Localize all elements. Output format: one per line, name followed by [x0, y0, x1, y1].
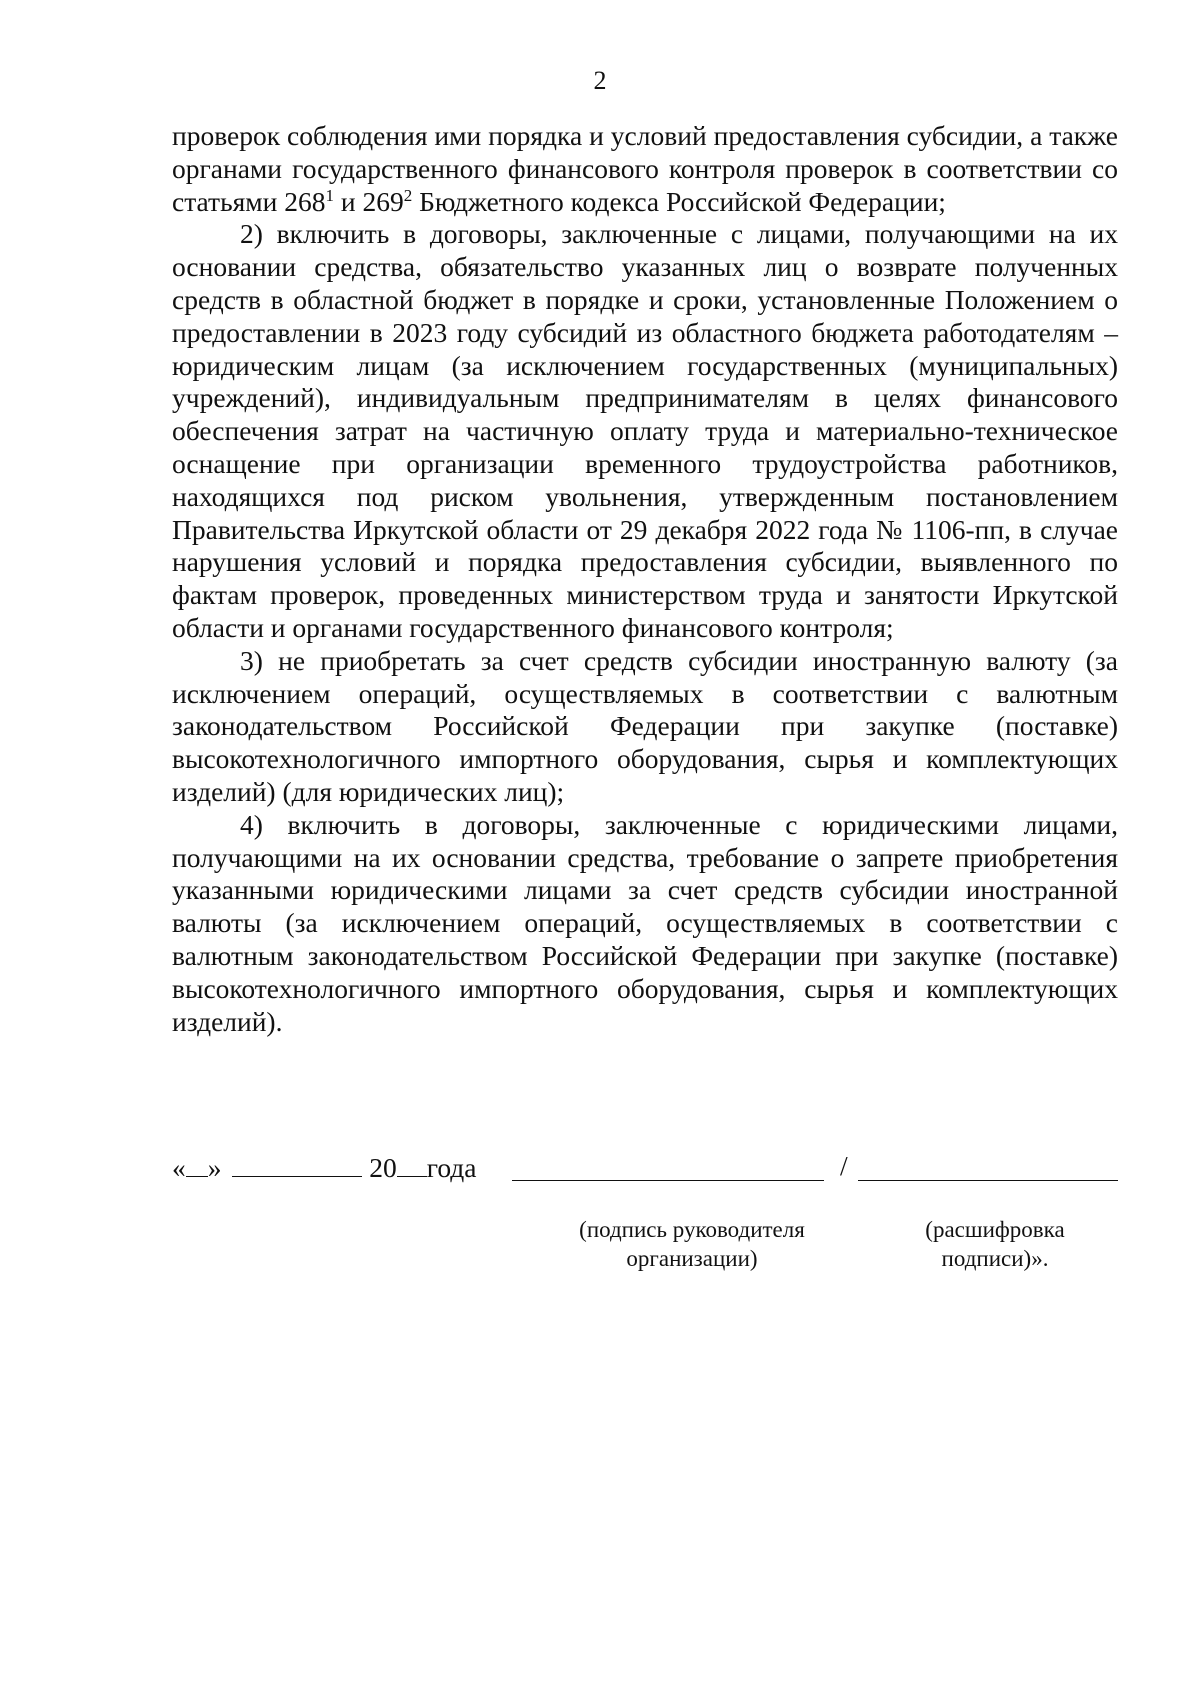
slash-separator: / — [840, 1150, 848, 1181]
date-field — [172, 1150, 477, 1184]
caption-line: (подпись руководителя — [579, 1217, 805, 1242]
signature-caption — [532, 1215, 852, 1273]
paragraph-text: Бюджетного кодекса Российской Федерации; — [412, 185, 946, 217]
caption-line: организации) — [626, 1246, 758, 1271]
decoding-caption — [895, 1215, 1095, 1273]
paragraph-continuation — [172, 120, 1118, 218]
quote-close: » — [207, 1152, 222, 1183]
document-body — [172, 120, 1118, 1038]
superscript: 1 — [325, 185, 335, 205]
year-prefix: 20 — [369, 1152, 397, 1183]
paragraph-text: проверок соблюдения ими порядка и условий предоставления субсидии, а также органами государственного финансового контроля проверок в соответствии со статьями 268 — [172, 120, 1118, 217]
year-blank — [397, 1150, 427, 1177]
caption-line: (расшифровка — [925, 1217, 1065, 1242]
paragraph-text: и 269 — [334, 185, 404, 217]
signature-row — [172, 1150, 1118, 1190]
year-suffix: года — [426, 1152, 477, 1183]
paragraph-item-4: 4) включить в договоры, заключенные с юридическими лицами, получающими на их основании средства, требование о запрете приобретения указанными юридическими лицами за счет средств субсидии иностранной валюты (за исключением операций, осуществляемых в соответствии с валютным законодательством Российской Федерации при закупке (поставке) высокотехнологичного импортного оборудования, сырья и комплектующих изделий). — [172, 808, 1118, 1037]
signature-line — [512, 1180, 824, 1181]
quote-open: « — [172, 1152, 186, 1183]
paragraph-item-2: 2) включить в договоры, заключенные с лицами, получающими на их основании средства, обязательство указанных лиц о возврате полученных средств в областной бюджет в порядке и сроки, установленные Положением о предоставлении в 2023 году субсидий из областного бюджета работодателям – юридическим лицам (за исключением государственных (муниципальных) учреждений), индивидуальным предпринимателям в целях финансового обеспечения затрат на частичную оплату труда и материально-техническое оснащение при организации временного трудоустройства работников, находящихся под риском увольнения, утвержденным постановлением Правительства Иркутской области от 29 декабря 2022 года № 1106-пп, в случае нарушения условий и порядка предоставления субсидии, выявленного по фактам проверок, проведенных министерством труда и занятости Иркутской области и органами государственного финансового контроля; — [172, 218, 1118, 643]
page-number: 2 — [593, 66, 607, 95]
caption-line: подписи)». — [941, 1246, 1049, 1271]
superscript: 2 — [403, 185, 413, 205]
month-blank — [232, 1150, 362, 1177]
signature-decoding-line — [858, 1180, 1118, 1181]
day-blank — [186, 1150, 208, 1177]
paragraph-item-3: 3) не приобретать за счет средств субсидии иностранную валюту (за исключением операций, осуществляемых в соответствии с валютным законодательством Российской Федерации при закупке (поставке) высокотехнологичного импортного оборудования, сырья и комплектующих изделий) (для юридических лиц); — [172, 644, 1118, 807]
